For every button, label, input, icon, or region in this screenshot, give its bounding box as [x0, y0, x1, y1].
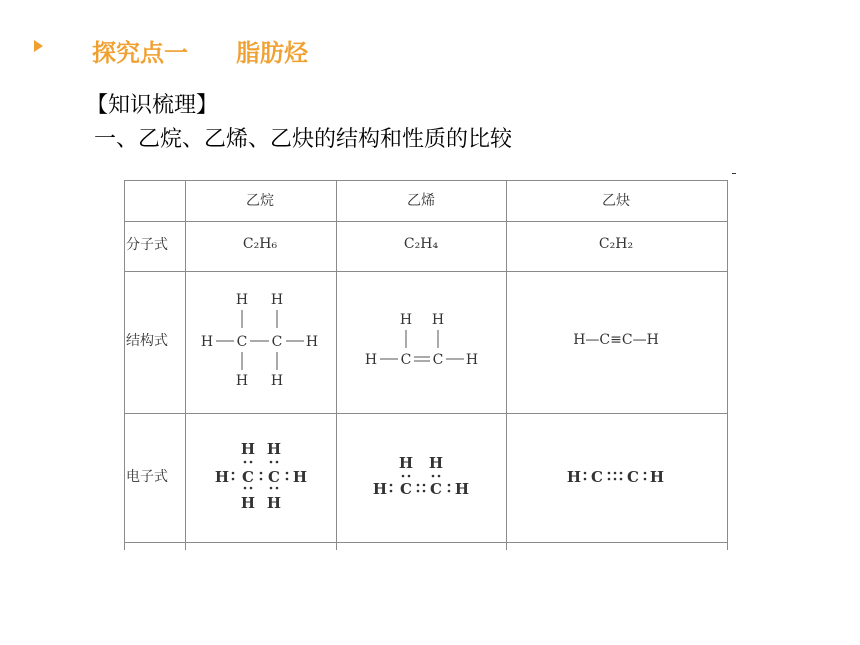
svg-text:H: H — [235, 373, 249, 389]
decorative-tick — [732, 173, 736, 174]
svg-text:H: H — [240, 440, 256, 458]
ethane-electron-formula — [208, 436, 318, 516]
svg-text:C: C — [400, 480, 412, 498]
svg-text:H: H — [649, 468, 665, 486]
svg-text:H: H — [214, 468, 230, 486]
svg-text:C: C — [432, 352, 444, 368]
table-rule — [336, 180, 337, 550]
section-label: 探究点一 — [92, 39, 188, 67]
svg-text:H: H — [399, 312, 413, 328]
svg-text:H: H — [200, 334, 214, 350]
knowledge-heading: 【知识梳理】 — [86, 93, 219, 118]
section-title: 脂肪烃 — [236, 39, 308, 67]
table-rule — [124, 180, 728, 181]
ethane-structural-formula — [192, 280, 332, 400]
ethylene-molecular-formula: C₂H₄ — [403, 236, 439, 252]
ethylene-electron-formula — [366, 450, 476, 506]
svg-text:H: H — [428, 454, 444, 472]
table-rule — [506, 180, 507, 550]
table-rule — [124, 221, 728, 222]
row-label-molecular-formula: 分子式 — [126, 237, 168, 253]
svg-text:C: C — [400, 352, 412, 368]
acetylene-structural-formula: H—C≡C—H — [573, 332, 659, 348]
svg-text:C: C — [242, 468, 254, 486]
svg-text:H: H — [398, 454, 414, 472]
svg-text:H: H — [270, 292, 284, 308]
column-header-ethylene: 乙烯 — [407, 193, 435, 209]
bullet-arrow-icon — [34, 40, 43, 52]
row-label-electron-formula: 电子式 — [126, 469, 168, 485]
svg-text:H: H — [372, 480, 388, 498]
svg-text:C: C — [271, 334, 283, 350]
ethylene-structural-formula — [356, 300, 486, 380]
svg-text:H: H — [266, 440, 282, 458]
svg-text:C: C — [236, 334, 248, 350]
svg-text:H: H — [292, 468, 308, 486]
acetylene-molecular-formula: C₂H₂ — [598, 236, 634, 252]
svg-text:H: H — [566, 468, 582, 486]
topic-heading: 一、乙烷、乙烯、乙炔的结构和性质的比较 — [94, 127, 513, 152]
table-rule — [124, 542, 728, 543]
svg-text:H: H — [266, 494, 282, 512]
acetylene-electron-formula — [564, 462, 674, 492]
table-rule — [124, 180, 125, 550]
column-header-ethane: 乙烷 — [246, 193, 274, 209]
svg-text:C: C — [430, 480, 442, 498]
table-rule — [124, 271, 728, 272]
svg-text:C: C — [591, 468, 603, 486]
ethane-molecular-formula: C₂H₆ — [242, 236, 278, 252]
svg-text:C: C — [268, 468, 280, 486]
svg-text:H: H — [364, 352, 378, 368]
svg-text:H: H — [270, 373, 284, 389]
svg-text:H: H — [465, 352, 479, 368]
table-rule — [185, 180, 186, 550]
comparison-table — [124, 180, 728, 550]
svg-text:H: H — [431, 312, 445, 328]
svg-text:H: H — [240, 494, 256, 512]
svg-text:H: H — [454, 480, 470, 498]
svg-text:H: H — [235, 292, 249, 308]
table-rule — [727, 180, 728, 550]
svg-text:H: H — [305, 334, 319, 350]
svg-text:C: C — [627, 468, 639, 486]
column-header-acetylene: 乙炔 — [602, 193, 630, 209]
row-label-structural-formula: 结构式 — [126, 333, 168, 349]
table-rule — [124, 413, 728, 414]
